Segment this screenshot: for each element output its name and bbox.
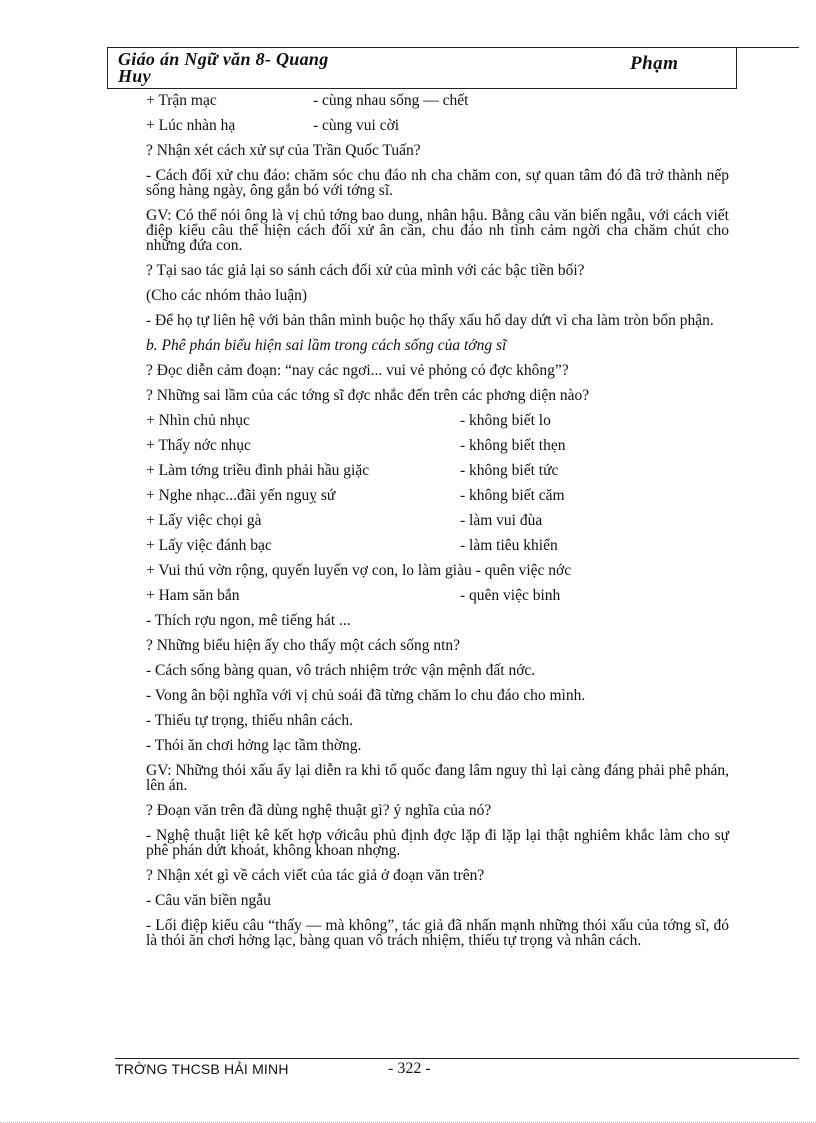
list-item: + Trận mạc - cùng nhau sống — chết	[146, 92, 469, 109]
text-line: - Thích rợu ngon, mê tiếng hát ...	[146, 612, 351, 629]
text-line: - Câu văn biền ngẫu	[146, 892, 271, 909]
section-heading: b. Phê phán biểu hiện sai lầm trong cách sống của tớng sĩ	[146, 337, 507, 354]
list-item: + Lấy việc chọi gà - làm vui đùa	[146, 512, 543, 529]
list-item: + Lấy việc đánh bạc - làm tiêu khiển	[146, 537, 558, 554]
list-item: + Làm tớng triều đình phải hầu giặc - không biết tức	[146, 462, 559, 479]
list-item: + Nhìn chủ nhục - không biết lo	[146, 412, 551, 429]
question-line: ? Nhận xét gì về cách viết của tác giả ở đoạn văn trên?	[146, 867, 485, 884]
paragraph: GV: Những thói xấu ấy lại diễn ra khi tổ quốc đang lâm nguy thì lại càng đáng phải phê phán, lên án.	[146, 762, 729, 794]
footer-school: TRỜNG THCSB HẢI MINH	[115, 1061, 289, 1077]
header-rule	[737, 47, 799, 48]
page-header	[107, 47, 737, 89]
list-item: + Ham săn bắn - quên việc binh	[146, 587, 561, 604]
question-line: ? Những biểu hiện ấy cho thấy một cách sống ntn?	[146, 637, 461, 654]
document-body	[115, 88, 729, 953]
footer-rule	[115, 1058, 799, 1059]
paragraph: + Vui thú vờn rộng, quyến luyến vợ con, lo làm giàu - quên việc nớc	[146, 562, 572, 579]
text-line: (Cho các nhóm thảo luận)	[146, 287, 307, 304]
text-line: - Thiếu tự trọng, thiếu nhân cách.	[146, 712, 353, 729]
paragraph: - Cách đối xử chu đáo: chăm sóc chu đáo nh cha chăm con, sự quan tâm đó đã trở thành nếp sống hàng ngày, ông gắn bó với tớng sĩ.	[146, 167, 729, 199]
question-line: ? Tại sao tác giả lại so sánh cách đối xử của mình với các bậc tiền bối?	[146, 262, 585, 279]
paragraph: - Nghệ thuật liệt kê kết hợp vớicâu phủ định đợc lặp đi lặp lại thật nghiêm khắc làm cho sự phê phán dứt khoát, không khoan nhợng.	[146, 827, 729, 859]
paragraph: - Lối điệp kiểu câu “thấy — mà không”, tác giả đã nhấn mạnh những thói xấu của tớng sĩ, đó là thói ăn chơi hởng lạc, bàng quan vô trách nhiệm, thiếu tự trọng và nhân cách.	[146, 917, 729, 949]
question-line: ? Đoạn văn trên đã dùng nghệ thuật gì? ý nghĩa của nó?	[146, 802, 492, 819]
header-author: Phạm	[630, 53, 679, 74]
question-line: ? Nhận xét cách xử sự của Trần Quốc Tuấn?	[146, 142, 421, 159]
list-item: + Thấy nớc nhục - không biết thẹn	[146, 437, 566, 454]
text-line: - Thói ăn chơi hởng lạc tầm thờng.	[146, 737, 362, 754]
header-title: Giáo án Ngữ văn 8- Quang Huy	[118, 49, 329, 86]
list-item: + Lúc nhàn hạ - cùng vui cời	[146, 117, 400, 134]
text-line: - Vong ân bội nghĩa với vị chủ soái đã từng chăm lo chu đáo cho mình.	[146, 687, 586, 704]
question-line: ? Đọc diễn cảm đoạn: “nay các ngơi... vui vẻ phỏng có đợc không”?	[146, 362, 569, 379]
text-line: - Cách sống bàng quan, vô trách nhiệm trớc vận mệnh đất nớc.	[146, 662, 536, 679]
question-line: ? Những sai lầm của các tớng sĩ đợc nhắc đến trên các phơng diện nào?	[146, 387, 590, 404]
paragraph: - Để họ tự liên hệ với bản thân mình buộc họ thấy xấu hổ day dứt vì cha làm tròn bổn phận.	[146, 312, 714, 329]
paragraph: GV: Có thể nói ông là vị chủ tớng bao dung, nhân hậu. Bằng câu văn biến ngẫu, với cách viết điệp kiểu câu thể hiện cách đối xử ân cần, chu đáo nh tình cảm ngời cha chăm chút cho những đứa con.	[146, 207, 729, 254]
page-number: - 322 -	[388, 1060, 431, 1077]
list-item: + Nghe nhạc...đãi yến nguỵ sứ - không biết căm	[146, 487, 565, 504]
